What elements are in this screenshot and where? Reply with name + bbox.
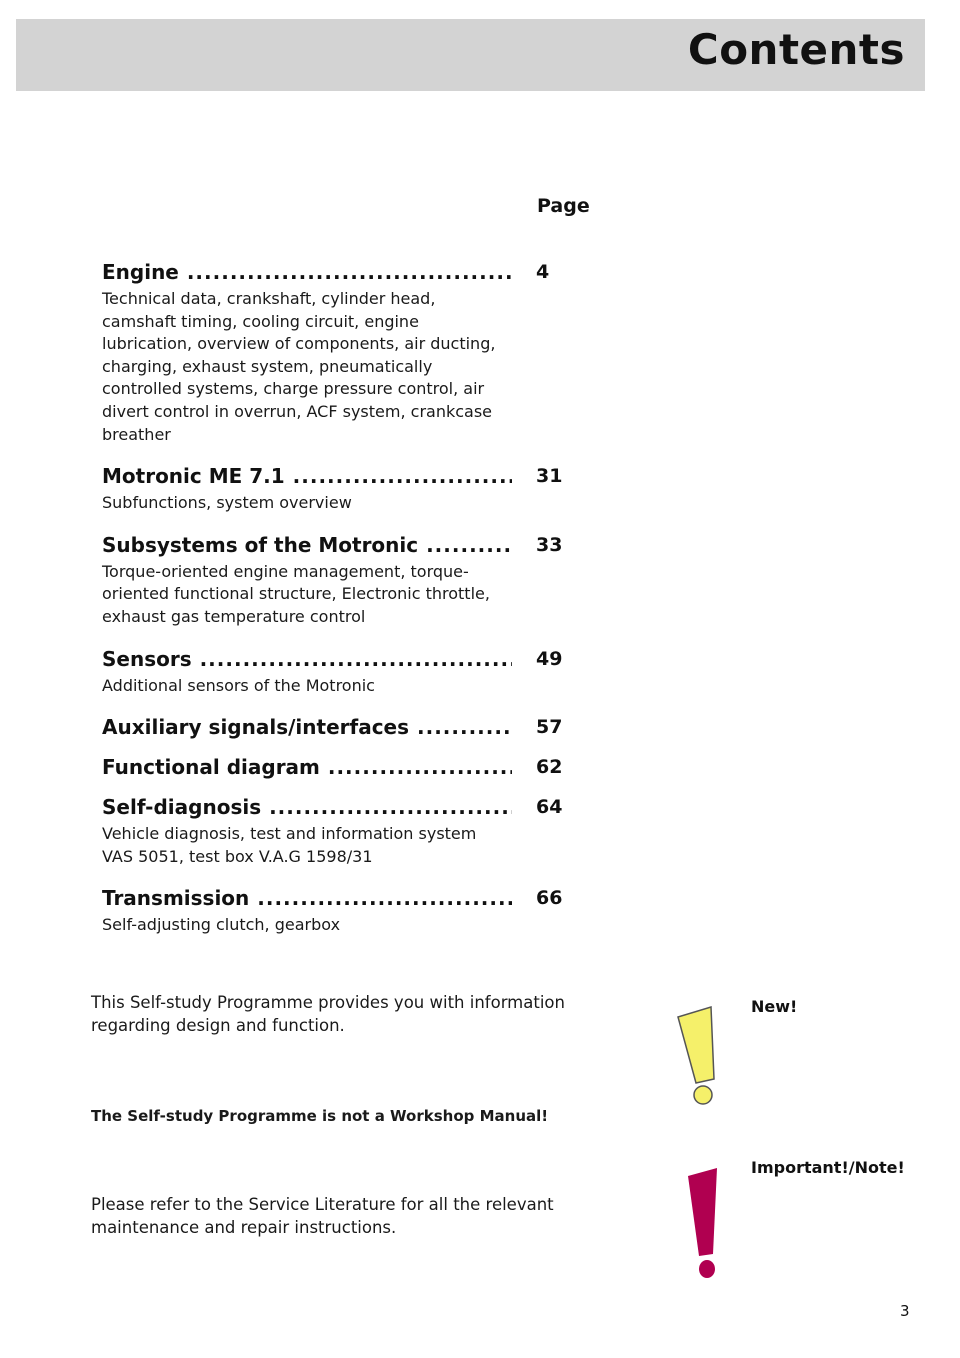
toc-entry-page: 31: [536, 465, 563, 488]
new-exclamation-icon: [672, 1003, 732, 1108]
toc-entry-self-diagnosis[interactable]: [102, 793, 582, 868]
toc-entry-auxiliary-signals[interactable]: [102, 713, 582, 743]
important-exclamation-dot: [699, 1260, 715, 1278]
toc-desc-line: camshaft timing, cooling circuit, engine: [102, 311, 419, 331]
important-exclamation-icon: [682, 1166, 728, 1280]
toc-desc-line: charging, exhaust system, pneumatically: [102, 356, 433, 376]
toc-page-column-label: Page: [537, 195, 590, 217]
toc-desc-line: Additional sensors of the Motronic: [102, 675, 375, 695]
workshop-manual-warning: The Self-study Programme is not a Workshop Manual!: [91, 1107, 549, 1125]
toc-entry-title[interactable]: Sensors .....: [102, 645, 512, 673]
toc-entry-engine[interactable]: [102, 258, 582, 446]
toc-entry-subsystems[interactable]: [102, 531, 582, 629]
toc-entry-description: [102, 561, 517, 629]
page-number: 3: [900, 1302, 910, 1320]
toc-desc-line: Technical data, crankshaft, cylinder head,: [102, 289, 436, 308]
toc-entry-title[interactable]: Self-diagnosis .....: [102, 793, 512, 821]
toc-entry-page: 49: [536, 647, 563, 670]
toc-desc-line: controlled systems, charge pressure control, air: [102, 379, 485, 399]
intro-line: This Self-study Programme provides you with information: [91, 993, 565, 1012]
toc-desc-line: breather: [102, 424, 171, 444]
toc-entry-title[interactable]: Subsystems of the Motronic .....: [102, 531, 512, 559]
header-band: [16, 19, 925, 91]
toc-desc-line: Vehicle diagnosis, test and information system: [102, 824, 477, 844]
toc-entry-page: 64: [536, 796, 563, 819]
toc-entry-page: 66: [536, 887, 563, 910]
toc-entry-sensors[interactable]: [102, 645, 582, 698]
new-exclamation-bar: [678, 1007, 714, 1083]
toc-desc-line: lubrication, overview of components, air ducting,: [102, 334, 496, 354]
toc-desc-line: divert control in overrun, ACF system, crankcase: [102, 401, 493, 421]
important-exclamation-bar: [688, 1168, 717, 1256]
legend-new-label: New!: [751, 997, 798, 1016]
toc-entry-page: 4: [536, 261, 550, 283]
toc-entry-description: [102, 823, 517, 868]
page-title: Contents: [687, 25, 905, 74]
toc-entry-description: [102, 675, 517, 698]
toc-desc-line: Torque-oriented engine management, torque-: [102, 561, 469, 581]
toc-entry-functional-diagram[interactable]: [102, 753, 582, 783]
refer-line: maintenance and repair instructions.: [91, 1218, 397, 1237]
toc-desc-line: VAS 5051, test box V.A.G 1598/31: [102, 846, 373, 866]
toc-entry-title[interactable]: Functional diagram .....: [102, 753, 512, 781]
intro-paragraph: [91, 991, 591, 1037]
toc-desc-line: Subfunctions, system overview: [102, 493, 352, 513]
toc-entry-description: [102, 914, 517, 937]
refer-line: Please refer to the Service Literature for all the relevant: [91, 1195, 554, 1214]
table-of-contents: [102, 258, 582, 953]
toc-entry-transmission[interactable]: [102, 884, 582, 937]
toc-desc-line: oriented functional structure, Electronic throttle,: [102, 584, 490, 604]
toc-entry-title[interactable]: Auxiliary signals/interfaces .....: [102, 713, 512, 741]
toc-entry-title[interactable]: Motronic ME 7.1 .....: [102, 462, 512, 490]
new-exclamation-dot: [694, 1086, 712, 1104]
toc-entry-page: 57: [536, 716, 563, 739]
toc-entry-description: [102, 492, 517, 515]
toc-entry-title[interactable]: Engine .....: [102, 258, 512, 286]
toc-desc-line: exhaust gas temperature control: [102, 606, 366, 626]
refer-paragraph: [91, 1193, 591, 1239]
toc-entry-page: 62: [536, 756, 563, 779]
toc-entry-page: 33: [536, 533, 563, 556]
toc-entry-motronic[interactable]: [102, 462, 582, 515]
toc-entry-title[interactable]: Transmission .....: [102, 884, 512, 912]
intro-line: regarding design and function.: [91, 1016, 345, 1035]
toc-desc-line: Self-adjusting clutch, gearbox: [102, 915, 341, 935]
legend-important-label: Important!/Note!: [751, 1158, 905, 1177]
toc-entry-description: [102, 288, 517, 446]
